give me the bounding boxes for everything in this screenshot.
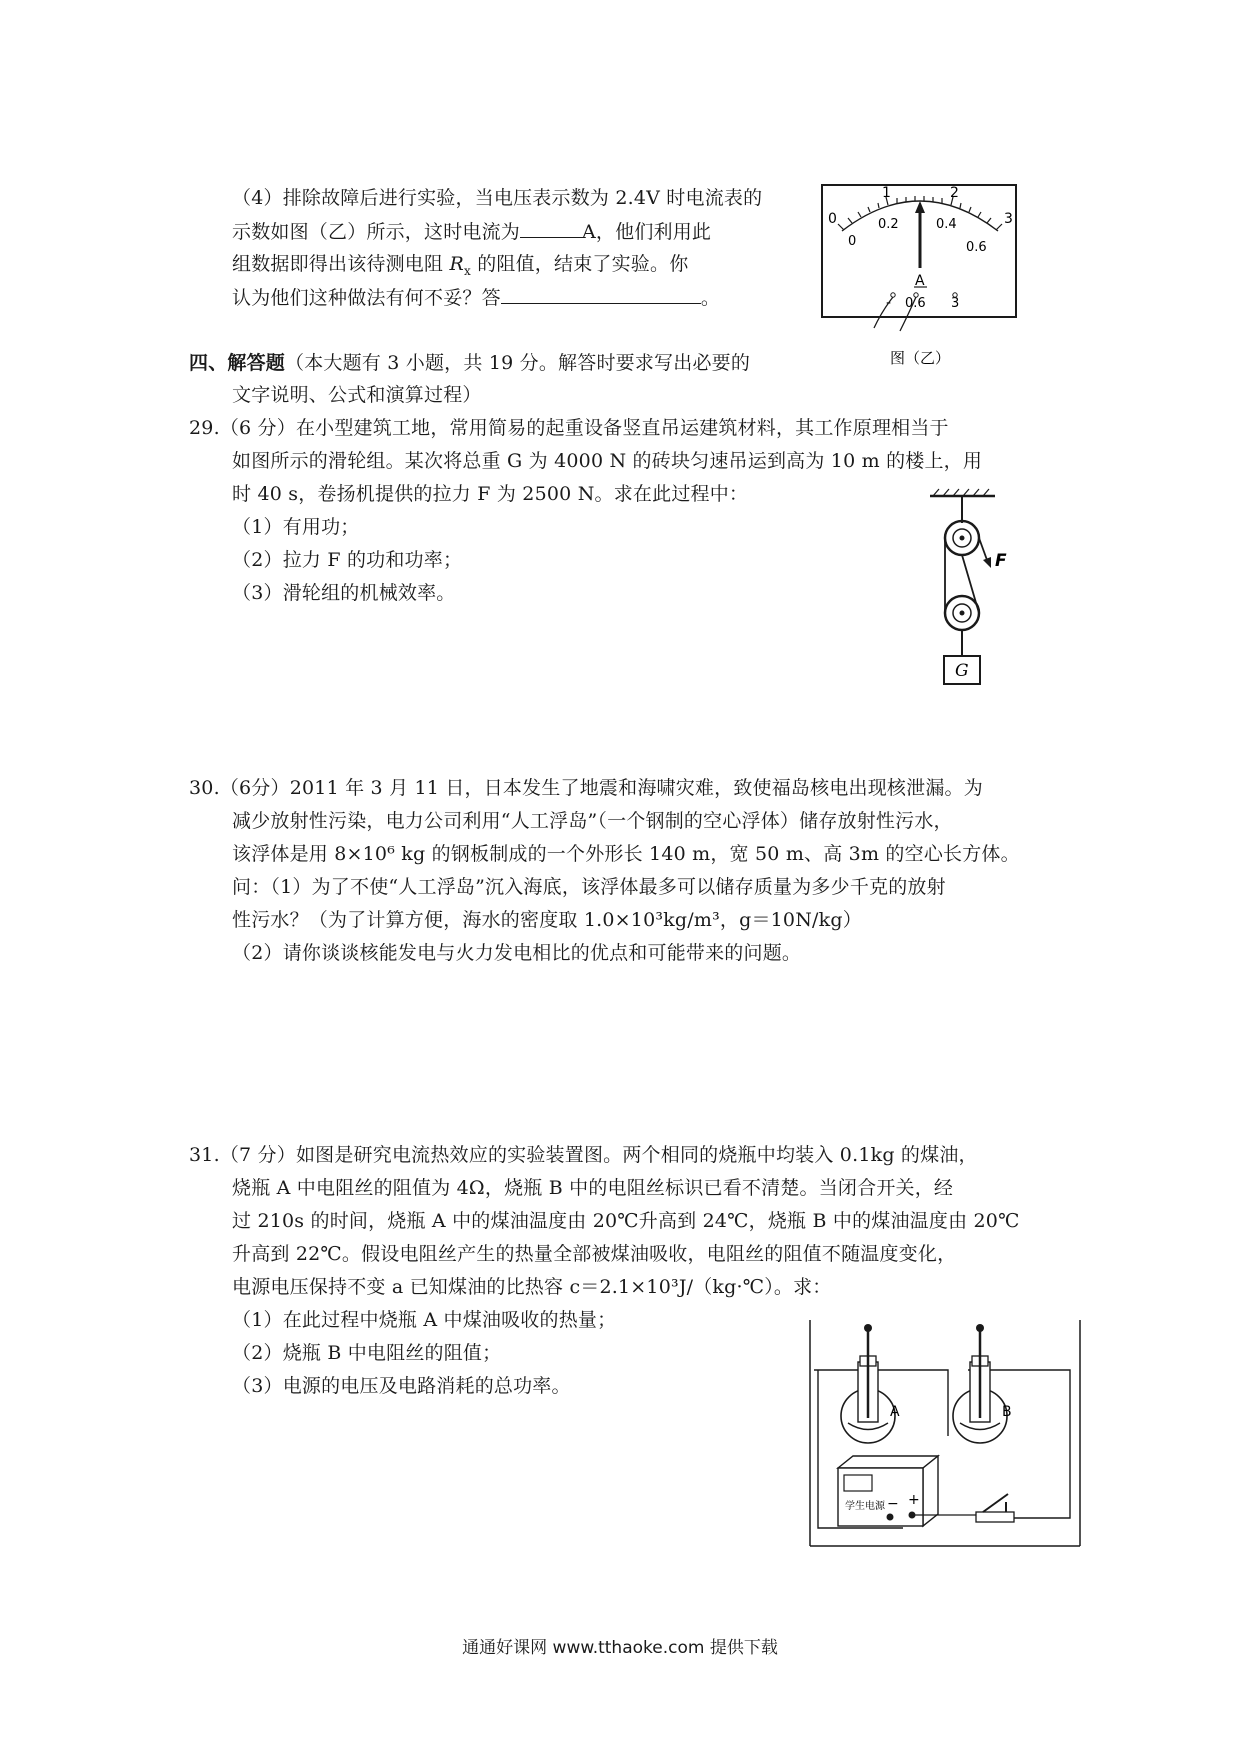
lower-scale-0-6: 0.6 xyxy=(966,240,987,255)
lower-scale-0-4: 0.4 xyxy=(936,217,957,232)
supply-minus-label: − xyxy=(887,1496,899,1512)
pulley-figure xyxy=(925,486,1025,686)
q4-line3 xyxy=(232,252,688,283)
switch-base xyxy=(976,1512,1014,1522)
force-arrow xyxy=(983,557,991,568)
force-label: F xyxy=(995,551,1007,571)
ammeter-caption: 图（乙） xyxy=(889,349,951,367)
q29-sub1: （1）有用功； xyxy=(232,516,360,538)
terminal-0-6: 0.6 xyxy=(905,296,926,311)
q30-line6: （2）请你谈谈核能发电与火力发电相比的优点和可能带来的问题。 xyxy=(232,942,802,964)
section4-desc2: 文字说明、公式和演算过程） xyxy=(232,384,482,406)
q29-line2: 如图所示的滑轮组。某次将总重 G 为 4000 N 的砖块匀速吊运到高为 10 m 的楼上，用 xyxy=(232,450,983,472)
terminal-minus: - xyxy=(886,295,892,311)
page-footer: 通通好课网 www.tthaoke.com 提供下载 xyxy=(462,1638,778,1658)
q29-line1: 29.（6 分）在小型建筑工地，常用简易的起重设备竖直吊运建筑材料，其工作原理相当于 xyxy=(189,417,949,439)
q31-line4: 升高到 22℃。假设电阻丝产生的热量全部被煤油吸收，电阻丝的阻值不随温度变化， xyxy=(232,1243,957,1265)
q30-line2: 减少放射性污染，电力公司利用“人工浮岛”（一个钢制的空心浮体）储存放射性污水， xyxy=(232,810,953,832)
q31-line3: 过 210s 的时间，烧瓶 A 中的煤油温度由 20℃升高到 24℃，烧瓶 B 中的煤油温度由 20℃ xyxy=(232,1210,1020,1232)
power-supply-top xyxy=(838,1456,938,1468)
q4-line4-text-a: 认为他们这种做法有何不妥？答 xyxy=(232,287,501,309)
q31-sub1: （1）在此过程中烧瓶 A 中煤油吸收的热量； xyxy=(232,1309,617,1331)
q30-line4: 问：（1）为了不使“人工浮岛”沉入海底，该浮体最多可以储存质量为多少千克的放射 xyxy=(232,876,946,898)
q4-line3-text-a: 组数据即得出该待测电阻 xyxy=(232,253,444,275)
upper-scale-0: 0 xyxy=(828,211,837,227)
upper-scale-3: 3 xyxy=(1004,211,1013,227)
weight-label: G xyxy=(955,661,969,681)
upper-scale-2: 2 xyxy=(950,185,959,201)
current-answer-blank[interactable] xyxy=(520,219,582,238)
section4-desc1: （本大题有 3 小题，共 19 分。解答时要求写出必要的 xyxy=(285,352,751,374)
lower-scale-0: 0 xyxy=(848,234,857,249)
q30-line5: 性污水？（为了计算方便，海水的密度取 1.0×10³kg/m³，g＝10N/kg） xyxy=(232,909,862,931)
q29-sub3: （3）滑轮组的机械效率。 xyxy=(232,582,456,604)
needle-tip xyxy=(915,201,925,213)
upper-scale-1: 1 xyxy=(882,185,891,201)
q4-line2-text-a: 示数如图（乙）所示，这时电流为 xyxy=(232,221,521,243)
supply-label: 学生电源 xyxy=(845,1501,885,1512)
flask-a-label: A xyxy=(890,1404,900,1420)
q29-line3: 时 40 s，卷扬机提供的拉力 F 为 2500 N。求在此过程中： xyxy=(232,483,749,505)
lower-scale-0-2: 0.2 xyxy=(878,217,899,232)
q31-sub2: （2）烧瓶 B 中电阻丝的阻值； xyxy=(232,1342,502,1364)
q31-sub3: （3）电源的电压及电路消耗的总功率。 xyxy=(232,1375,571,1397)
q4-line1: （4）排除故障后进行实验，当电压表示数为 2.4V 时电流表的 xyxy=(232,187,763,209)
q4-line2-text-b: A，他们利用此 xyxy=(582,221,712,243)
switch-lever xyxy=(983,1494,1008,1512)
q4-line4-text-b: 。 xyxy=(700,287,721,309)
section4-heading xyxy=(189,351,750,375)
q30-line1: 30.（6分）2011 年 3 月 11 日，日本发生了地震和海啸灾难，致使福岛核电出现核泄漏。为 xyxy=(189,777,983,799)
resistor-symbol: R xyxy=(449,253,464,275)
ammeter-unit-label: A xyxy=(915,273,925,289)
supply-plus-label: + xyxy=(908,1492,920,1508)
terminal-3: 3 xyxy=(951,296,960,311)
supply-minus-terminal xyxy=(887,1514,894,1521)
q4-line4 xyxy=(232,285,720,310)
q4-line2 xyxy=(232,219,711,244)
q31-line2: 烧瓶 A 中电阻丝的阻值为 4Ω，烧瓶 B 中的电阻丝标识已看不清楚。当闭合开关，经 xyxy=(232,1177,954,1199)
section4-title: 四、解答题 xyxy=(189,352,286,374)
q29-sub2: （2）拉力 F 的功和功率； xyxy=(232,549,463,571)
flask-b-label: B xyxy=(1002,1404,1012,1420)
ammeter-figure xyxy=(820,183,1020,368)
reason-answer-blank[interactable] xyxy=(501,285,701,304)
rope xyxy=(945,538,987,613)
heating-circuit-figure xyxy=(808,1318,1083,1548)
q31-line1: 31.（7 分）如图是研究电流热效应的实验装置图。两个相同的烧瓶中均装入 0.1kg 的煤油， xyxy=(189,1144,978,1166)
q31-line5: 电源电压保持不变 a 已知煤油的比热容 c＝2.1×10³J/（kg·℃）。求： xyxy=(232,1276,832,1298)
q4-line3-text-b: 的阻值，结束了实验。你 xyxy=(477,253,689,275)
q30-line3: 该浮体是用 8×10⁶ kg 的钢板制成的一个外形长 140 m，宽 50 m、高 3m 的空心长方体。 xyxy=(232,843,1020,865)
resistor-subscript: x xyxy=(463,263,471,278)
